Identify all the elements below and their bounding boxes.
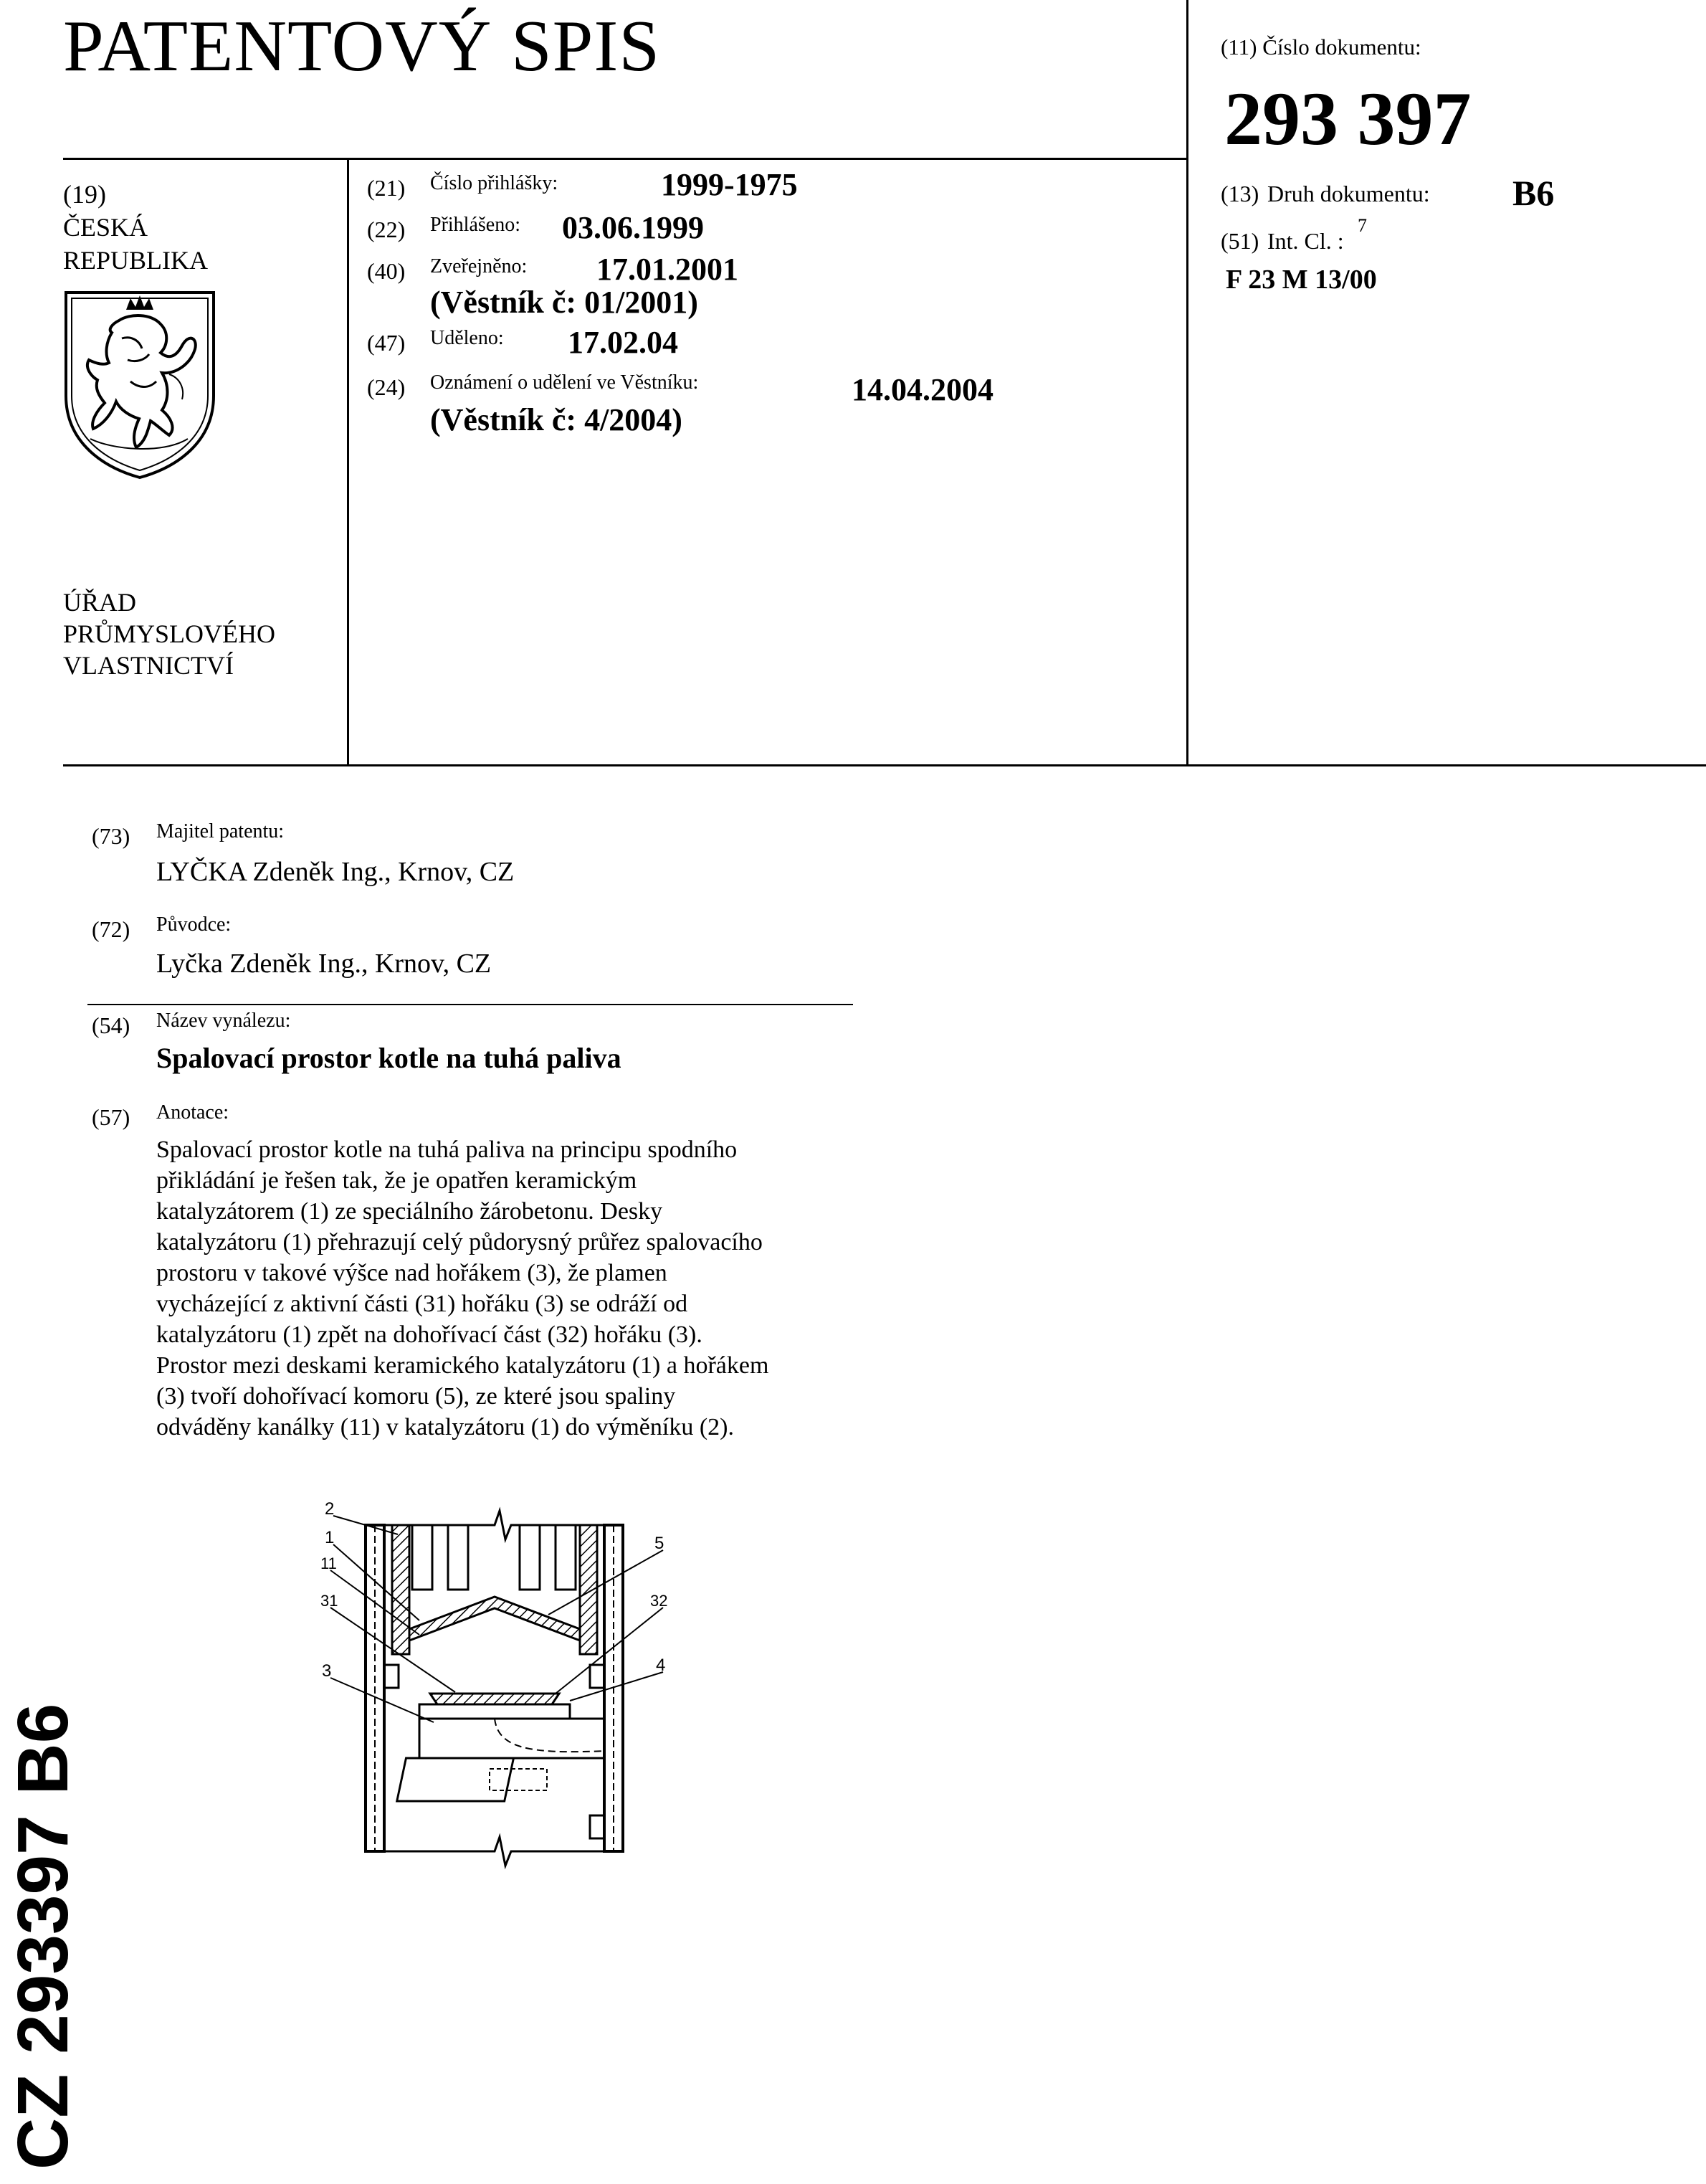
country-block — [63, 178, 208, 277]
inventor-code: (72) — [92, 916, 130, 942]
figure-label-1: 1 — [325, 1528, 335, 1547]
doc-type-label: Druh dokumentu: — [1267, 181, 1430, 206]
intcl-label: Int. Cl. : — [1267, 228, 1344, 254]
abstract-code: (57) — [92, 1104, 130, 1130]
invention-label: Název vynálezu: — [156, 1010, 291, 1032]
abstract-label: Anotace: — [156, 1101, 229, 1124]
filed-label: Přihlášeno: — [430, 214, 520, 236]
office-line2: PRŮMYSLOVÉHO — [63, 619, 276, 648]
figure-label-32: 32 — [650, 1592, 668, 1610]
office-line1: ÚŘAD — [63, 588, 137, 617]
application-label: Číslo přihlášky: — [430, 172, 558, 194]
application-code: (21) — [367, 175, 406, 201]
abstract-line: odváděny kanálky (11) v katalyzátoru (1) do výměníku (2). — [156, 1414, 734, 1440]
owner-label: Majitel patentu: — [156, 820, 285, 842]
side-document-code: CZ 293397 B6 — [3, 1703, 83, 2170]
grant-notice-value: 14.04.2004 — [852, 372, 993, 407]
doc-type: B6 — [1512, 173, 1555, 213]
invention-code: (54) — [92, 1012, 130, 1038]
office-block — [63, 587, 275, 681]
abstract-line: Spalovací prostor kotle na tuhá paliva na principu spodního — [156, 1136, 738, 1163]
abstract-line: (3) tvoří dohořívací komoru (5), ze které jsou spaliny — [156, 1383, 676, 1410]
filed-code: (22) — [367, 217, 406, 242]
grant-notice-journal: (Věstník č: 4/2004) — [430, 402, 682, 437]
doc-type-code: (13) — [1221, 181, 1259, 206]
figure-label-3: 3 — [322, 1661, 332, 1681]
doc-number: 293 397 — [1224, 77, 1472, 161]
office-line3: VLASTNICTVÍ — [63, 651, 234, 680]
published-code: (40) — [367, 258, 406, 284]
figure-label-5: 5 — [654, 1534, 664, 1553]
invention-title: Spalovací prostor kotle na tuhá paliva — [156, 1042, 621, 1074]
grant-notice-label: Oznámení o udělení ve Věstníku: — [430, 371, 699, 394]
abstract-line: prostoru v takové výšce nad hořákem (3), že plamen — [156, 1260, 667, 1286]
grant-notice-code: (24) — [367, 374, 406, 400]
doc-number-label: (11) Číslo dokumentu: — [1221, 34, 1421, 60]
granted-code: (47) — [367, 330, 406, 356]
right-column-divider — [1186, 0, 1188, 766]
figure-label-2: 2 — [325, 1500, 335, 1519]
abstract-line: katalyzátoru (1) přehrazují celý půdorysný průřez spalovacího — [156, 1229, 763, 1255]
boiler-cross-section-drawing — [312, 1500, 685, 1873]
application-value: 1999-1975 — [661, 167, 798, 202]
inventor-label: Původce: — [156, 913, 232, 936]
country-line1: ČESKÁ — [63, 213, 148, 242]
czech-coat-of-arms-icon — [62, 288, 218, 482]
granted-label: Uděleno: — [430, 327, 504, 349]
country-code: (19) — [63, 180, 106, 209]
intcl-code: (51) — [1221, 228, 1259, 254]
left-column-divider — [347, 159, 349, 766]
abstract-line: katalyzátoru (1) zpět na dohořívací část (32) hořáku (3). — [156, 1321, 702, 1348]
document-title: PATENTOVÝ SPIS — [63, 6, 661, 87]
granted-value: 17.02.04 — [568, 325, 678, 360]
abstract-line: katalyzátorem (1) ze speciálního žárobetonu. Desky — [156, 1198, 663, 1225]
figure-label-4: 4 — [656, 1656, 666, 1675]
abstract-line: Prostor mezi deskami keramického katalyzátoru (1) a hořákem — [156, 1352, 769, 1379]
filed-value: 03.06.1999 — [562, 210, 704, 245]
owner-value: LYČKA Zdeněk Ing., Krnov, CZ — [156, 857, 515, 887]
published-label: Zveřejněno: — [430, 255, 528, 277]
published-journal: (Věstník č: 01/2001) — [430, 285, 698, 320]
abstract-line: vycházející z aktivní části (31) hořáku (3) se odráží od — [156, 1291, 688, 1317]
intcl-sup: 7 — [1358, 215, 1367, 236]
published-value: 17.01.2001 — [596, 252, 738, 287]
frame-bottom-divider — [63, 764, 1706, 766]
owner-code: (73) — [92, 823, 130, 849]
country-line2: REPUBLIKA — [63, 246, 209, 275]
abstract-text — [156, 1134, 873, 1443]
header-divider — [63, 158, 1186, 160]
figure-label-11: 11 — [320, 1554, 337, 1572]
intcl-value: F 23 M 13/00 — [1226, 265, 1377, 295]
inventor-value: Lyčka Zdeněk Ing., Krnov, CZ — [156, 949, 492, 979]
invention-divider — [87, 1004, 853, 1005]
abstract-line: přikládání je řešen tak, že je opatřen keramickým — [156, 1167, 637, 1194]
figure-label-31: 31 — [320, 1592, 338, 1610]
